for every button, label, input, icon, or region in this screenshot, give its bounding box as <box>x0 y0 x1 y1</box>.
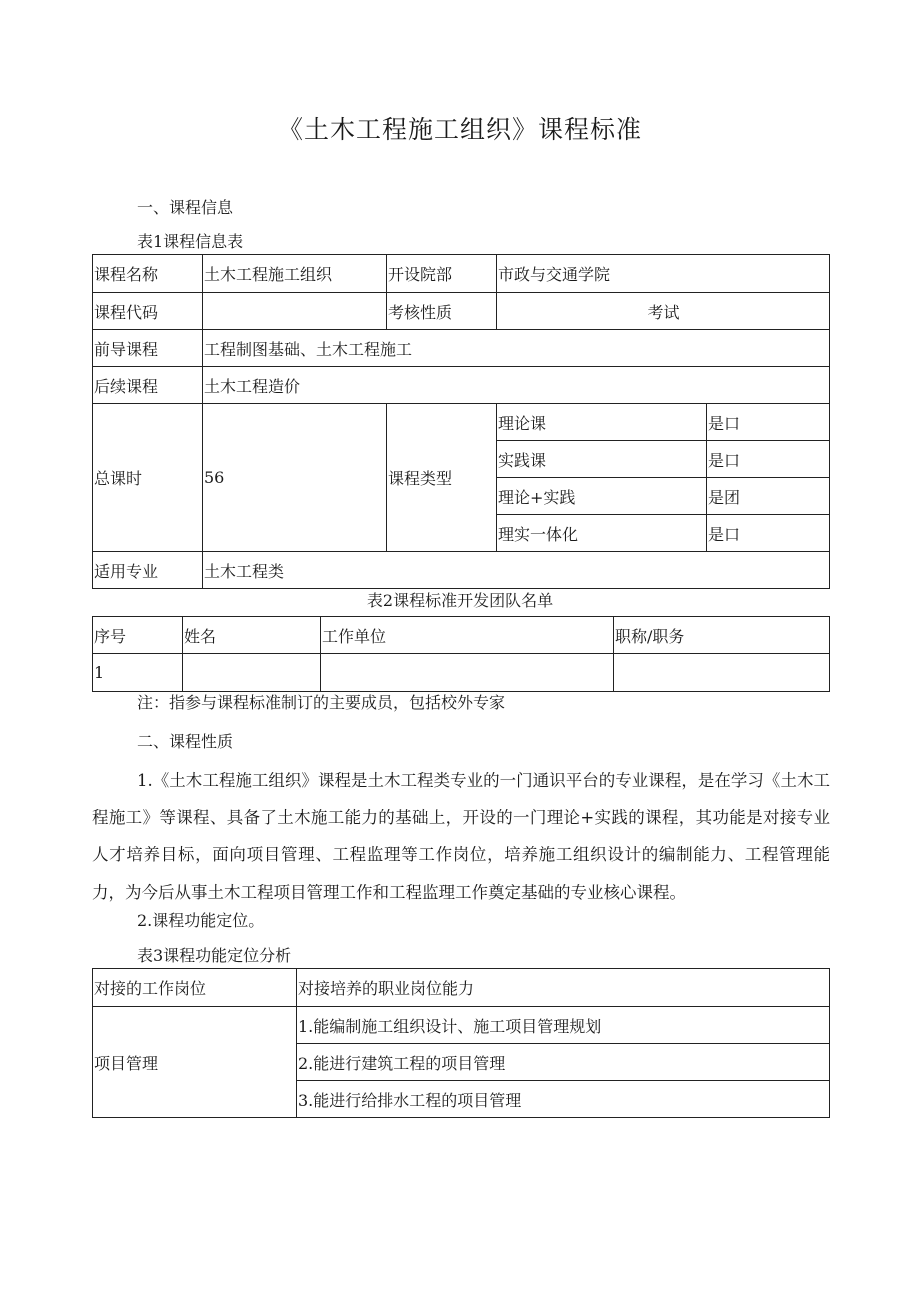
page-title: 《土木工程施工组织》课程标准 <box>277 115 642 144</box>
team-cell-name <box>183 654 321 692</box>
course-name-label: 课程名称 <box>93 255 203 293</box>
header-post: 对接的工作岗位 <box>93 969 297 1007</box>
course-type-mark: 是口 <box>707 404 830 441</box>
assessment-value: 考试 <box>497 293 830 330</box>
ability-cell: 3.能进行给排水工程的项目管理 <box>297 1081 830 1118</box>
total-hours-label: 总课时 <box>93 404 203 552</box>
assessment-label: 考核性质 <box>387 293 497 330</box>
course-type-name: 理论+实践 <box>497 478 707 515</box>
prerequisite-value: 工程制图基础、土木工程施工 <box>203 330 830 367</box>
course-code-value <box>203 293 387 330</box>
section-2-heading: 二、课程性质 <box>137 732 234 751</box>
ability-cell: 2.能进行建筑工程的项目管理 <box>297 1044 830 1081</box>
section-1-heading: 一、课程信息 <box>137 198 234 217</box>
followup-label: 后续课程 <box>93 367 203 404</box>
ability-cell: 1.能编制施工组织设计、施工项目管理规划 <box>297 1007 830 1044</box>
team-cell-title <box>614 654 830 692</box>
total-hours-value: 56 <box>203 404 387 552</box>
table-1-caption: 表1课程信息表 <box>137 232 244 251</box>
followup-value: 土木工程造价 <box>203 367 830 404</box>
team-table <box>92 616 830 692</box>
team-header-unit: 工作单位 <box>321 617 614 654</box>
dept-label: 开设院部 <box>387 255 497 293</box>
course-type-mark: 是口 <box>707 441 830 478</box>
function-table <box>92 968 830 1118</box>
course-nature-paragraph: 1.《土木工程施工组织》课程是土木工程类专业的一门通识平台的专业课程，是在学习《土木工程施工》等课程、具备了土木施工能力的基础上，开设的一门理论+实践的课程，其功能是对接专业人才培养目标，面向项目管理、工程监理等工作岗位，培养施工组织设计的编制能力、工程管理能力，为今后从事土木工程项目管理工作和工程监理工作奠定基础的专业核心课程。 <box>92 771 830 902</box>
team-header-name: 姓名 <box>183 617 321 654</box>
team-header-index: 序号 <box>93 617 183 654</box>
note-text: 注：指参与课程标准制订的主要成员，包括校外专家 <box>137 693 506 712</box>
team-cell-unit <box>321 654 614 692</box>
course-type-name: 实践课 <box>497 441 707 478</box>
course-name-value: 土木工程施工组织 <box>203 255 387 293</box>
dept-value: 市政与交通学院 <box>497 255 830 293</box>
item-2-heading: 2.课程功能定位。 <box>137 911 265 930</box>
header-ability: 对接培养的职业岗位能力 <box>297 969 830 1007</box>
table-row <box>93 654 830 692</box>
table-2-caption: 表2课程标准开发团队名单 <box>366 591 554 610</box>
course-type-name: 理论课 <box>497 404 707 441</box>
course-type-mark: 是口 <box>707 515 830 552</box>
post-cell: 项目管理 <box>93 1007 297 1118</box>
course-code-label: 课程代码 <box>93 293 203 330</box>
major-value: 土木工程类 <box>203 552 830 589</box>
team-header-title: 职称/职务 <box>614 617 830 654</box>
course-type-label: 课程类型 <box>387 404 497 552</box>
major-label: 适用专业 <box>93 552 203 589</box>
table-3-caption: 表3课程功能定位分析 <box>137 946 292 965</box>
course-type-mark: 是团 <box>707 478 830 515</box>
team-cell-index: 1 <box>93 654 183 692</box>
prerequisite-label: 前导课程 <box>93 330 203 367</box>
course-type-name: 理实一体化 <box>497 515 707 552</box>
course-info-table <box>92 254 830 589</box>
